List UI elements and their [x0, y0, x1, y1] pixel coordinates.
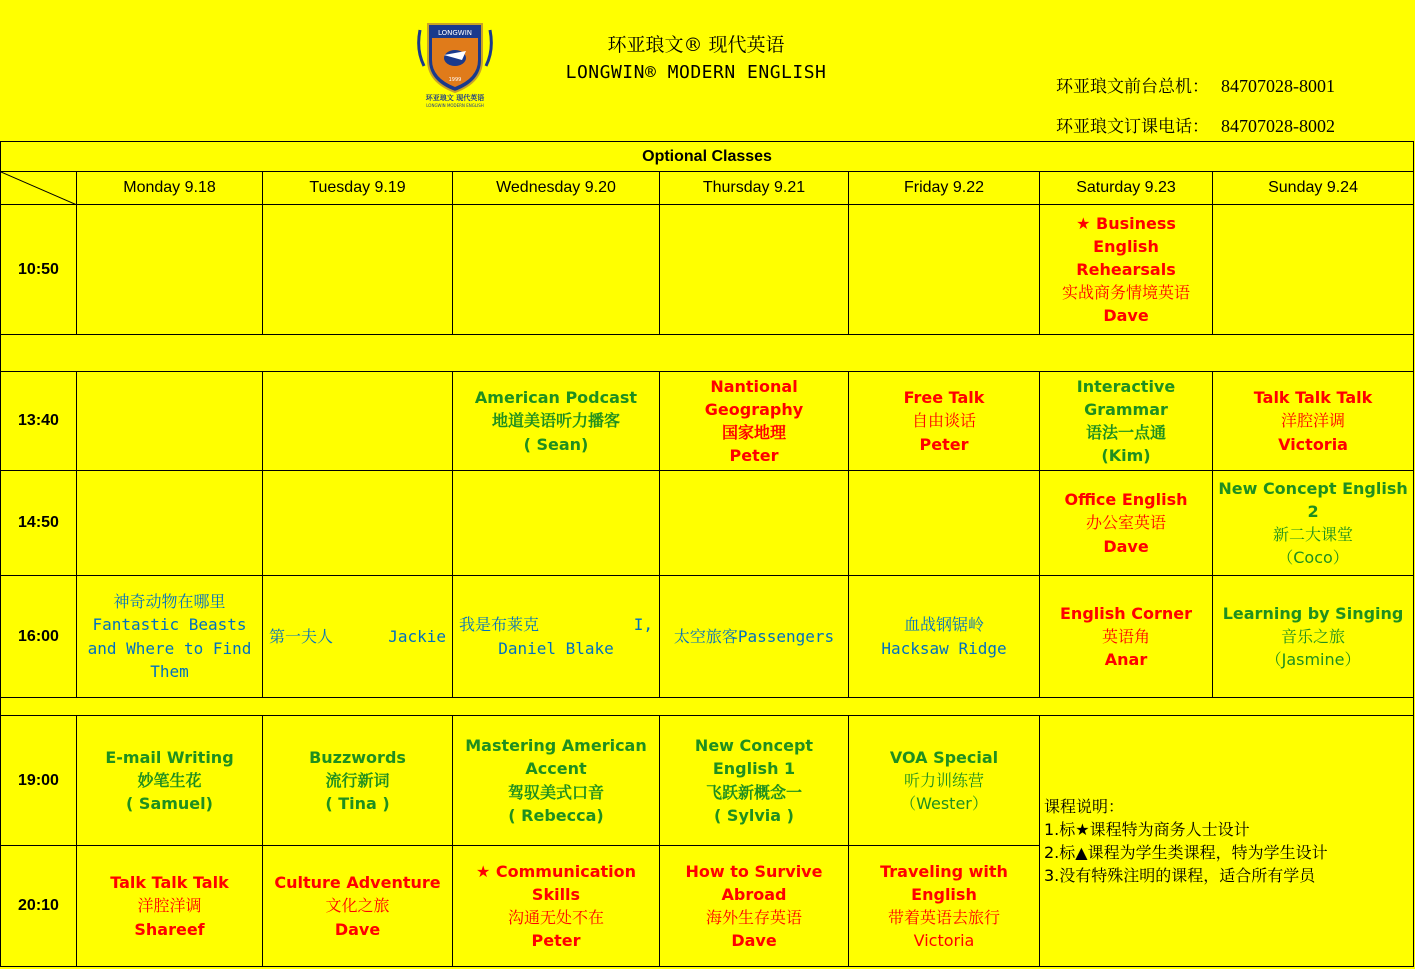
- movie-title-cn: 神奇动物在哪里: [113, 592, 226, 612]
- course-notes: [1040, 716, 1414, 967]
- movie-cell: [849, 576, 1040, 698]
- class-teacher: Dave: [334, 919, 381, 939]
- class-title-cn: 自由谈话: [911, 411, 976, 431]
- longwin-logo: [416, 20, 494, 108]
- class-title-cn: 国家地理: [721, 423, 786, 442]
- class-title: Rehearsals: [1076, 259, 1176, 279]
- class-teacher: Shareef: [134, 919, 205, 939]
- school-title-cn: 环亚琅文® 现代英语: [607, 34, 785, 56]
- movie-title-cn: 我是布莱克: [459, 615, 540, 635]
- class-title: Geography: [704, 399, 804, 419]
- class-cell: [660, 846, 849, 967]
- class-teacher: Peter: [919, 434, 969, 454]
- time-slot: 14:50: [1, 471, 77, 576]
- phone-label: 环亚琅文订课电话：: [1056, 117, 1209, 137]
- class-title: English 1: [712, 759, 796, 779]
- class-title-cn: 办公室英语: [1085, 513, 1166, 533]
- class-title: Mastering American: [465, 736, 647, 756]
- empty-cell: [77, 471, 263, 576]
- empty-cell: [453, 205, 660, 335]
- phone-number: 84707028-8002: [1221, 116, 1335, 136]
- movie-title: and Where to Find: [87, 638, 252, 658]
- class-cell: [1040, 372, 1213, 471]
- time-slot: 20:10: [1, 846, 77, 967]
- class-title: Office English: [1064, 490, 1188, 510]
- class-title: How to Survive: [685, 861, 823, 881]
- class-teacher: ( Sean): [523, 434, 589, 454]
- class-cell: [1040, 471, 1213, 576]
- movie-title: 太空旅客Passengers: [673, 626, 835, 646]
- class-teacher: （Coco）: [1277, 548, 1349, 568]
- class-teacher: Anar: [1104, 650, 1148, 670]
- class-teacher: Victoria: [1278, 434, 1348, 454]
- corner-diagonal-cell: [1, 172, 77, 205]
- class-title: Skills: [531, 884, 581, 904]
- class-title: VOA Special: [889, 747, 999, 767]
- empty-cell: [263, 205, 453, 335]
- time-slot: 13:40: [1, 372, 77, 471]
- class-title: New Concept: [694, 736, 814, 756]
- class-title: Learning by Singing: [1222, 603, 1404, 623]
- class-cell: [453, 372, 660, 471]
- day-header: Friday 9.22: [849, 172, 1040, 205]
- empty-cell: [660, 471, 849, 576]
- class-cell: [849, 846, 1040, 967]
- class-title: E-mail Writing: [105, 747, 234, 767]
- break-row: [1, 335, 1414, 372]
- class-teacher: Dave: [731, 931, 777, 951]
- note-item: 1.标★课程特为商务人士设计: [1044, 819, 1250, 839]
- day-header: Monday 9.18: [77, 172, 263, 205]
- class-title: Accent: [525, 759, 587, 779]
- page-header: [0, 0, 1415, 141]
- class-cell: [1040, 576, 1213, 698]
- empty-cell: [263, 372, 453, 471]
- class-cell: [849, 716, 1040, 846]
- note-item: 3.没有特殊注明的课程，适合所有学员: [1044, 866, 1316, 886]
- class-title-cn: 实战商务情境英语: [1061, 283, 1190, 303]
- class-cell: [77, 716, 263, 846]
- class-title-cn: 新二大课堂: [1273, 525, 1354, 544]
- class-teacher: Victoria: [913, 931, 975, 951]
- class-cell: [77, 846, 263, 967]
- class-title: English Corner: [1060, 603, 1192, 623]
- class-title: English: [1093, 236, 1159, 256]
- empty-cell: [453, 471, 660, 576]
- notes-heading: 课程说明：: [1044, 796, 1125, 816]
- class-title: Talk Talk Talk: [1253, 388, 1373, 408]
- class-cell: [453, 716, 660, 846]
- phone-number: 84707028-8001: [1221, 76, 1335, 96]
- class-title-cn: 驾驭美式口音: [507, 782, 604, 802]
- class-title-cn: 飞跃新概念一: [705, 782, 802, 802]
- class-title-cn: 英语角: [1101, 626, 1150, 646]
- empty-cell: [77, 205, 263, 335]
- class-teacher: Peter: [531, 931, 581, 951]
- movie-title-cn: 第一夫人: [269, 626, 334, 646]
- class-title-cn: 海外生存英语: [705, 908, 802, 927]
- class-teacher: （Wester）: [900, 794, 988, 814]
- class-title-cn: 妙笔生花: [137, 770, 202, 790]
- class-title: 2: [1307, 501, 1319, 521]
- class-title: English: [911, 884, 977, 904]
- class-title: ★ Communication: [475, 861, 637, 881]
- class-cell: [849, 372, 1040, 471]
- time-slot: 16:00: [1, 576, 77, 698]
- movie-cell: [263, 576, 453, 698]
- schedule-title: Optional Classes: [1, 142, 1414, 172]
- movie-title: Daniel Blake: [498, 638, 614, 658]
- class-title: Abroad: [721, 884, 787, 904]
- empty-cell: [849, 205, 1040, 335]
- day-header: Saturday 9.23: [1040, 172, 1213, 205]
- schedule-table: [0, 141, 1414, 967]
- class-cell: [1040, 205, 1213, 335]
- class-teacher: ( Sylvia ): [714, 805, 794, 825]
- class-cell: [660, 716, 849, 846]
- time-slot: 19:00: [1, 716, 77, 846]
- movie-title: I,: [633, 615, 653, 635]
- class-teacher: ( Tina ): [325, 794, 390, 814]
- day-header: Thursday 9.21: [660, 172, 849, 205]
- class-teacher: Dave: [1103, 536, 1149, 556]
- class-cell: [1213, 576, 1414, 698]
- movie-cell: [77, 576, 263, 698]
- class-title-cn: 地道美语听力播客: [491, 411, 620, 431]
- movie-cell: [660, 576, 849, 698]
- class-title: Free Talk: [903, 388, 985, 408]
- empty-cell: [1213, 205, 1414, 335]
- class-title: American Podcast: [474, 388, 638, 408]
- note-item: 2.标▲课程为学生类课程，特为学生设计: [1044, 843, 1328, 862]
- class-title: New Concept English: [1218, 478, 1408, 498]
- svg-text:环亚琅文 现代英语: 环亚琅文 现代英语: [425, 94, 485, 102]
- class-title: Grammar: [1084, 399, 1168, 419]
- class-cell: [660, 372, 849, 471]
- day-header: Wednesday 9.20: [453, 172, 660, 205]
- class-title: Interactive: [1076, 376, 1176, 396]
- empty-cell: [660, 205, 849, 335]
- class-title: ★ Business: [1076, 213, 1176, 233]
- class-teacher: ( Rebecca): [508, 805, 604, 825]
- movie-title: Hacksaw Ridge: [881, 638, 1007, 658]
- class-title-cn: 音乐之旅: [1281, 626, 1346, 646]
- class-title: Culture Adventure: [274, 873, 441, 893]
- class-teacher: ( Samuel): [126, 794, 213, 814]
- class-title-cn: 语法一点通: [1085, 423, 1166, 442]
- empty-cell: [849, 471, 1040, 576]
- class-cell: [263, 846, 453, 967]
- class-title-cn: 沟通无处不在: [507, 908, 604, 927]
- svg-text:LONGWIN: LONGWIN: [437, 29, 473, 37]
- class-teacher: (Kim): [1101, 446, 1151, 466]
- day-header: Tuesday 9.19: [263, 172, 453, 205]
- class-title: Talk Talk Talk: [110, 873, 229, 893]
- class-title: Traveling with: [880, 861, 1008, 881]
- time-slot: 10:50: [1, 205, 77, 335]
- empty-cell: [263, 471, 453, 576]
- class-cell: [453, 846, 660, 967]
- class-title-cn: 带着英语去旅行: [887, 908, 1000, 927]
- booking-phone: [1056, 112, 1335, 137]
- class-title-cn: 洋腔洋调: [1281, 411, 1346, 431]
- school-title-en: LONGWIN® MODERN ENGLISH: [565, 62, 827, 83]
- class-title: Buzzwords: [309, 747, 406, 767]
- class-title: Nantional: [710, 376, 798, 396]
- break-row: [1, 698, 1414, 716]
- class-teacher: Peter: [729, 446, 779, 466]
- class-title-cn: 文化之旅: [325, 896, 390, 916]
- phone-label: 环亚琅文前台总机：: [1056, 77, 1209, 97]
- svg-text:1999: 1999: [448, 77, 462, 83]
- movie-title: Them: [150, 661, 189, 681]
- class-teacher: （Jasmine）: [1265, 650, 1361, 670]
- movie-title-cn: 血战钢锯岭: [903, 615, 984, 635]
- empty-cell: [77, 372, 263, 471]
- movie-cell: [453, 576, 660, 698]
- class-cell: [1213, 372, 1414, 471]
- movie-title: Fantastic Beasts: [92, 615, 247, 635]
- svg-text:LONGWIN MODERN ENGLISH: LONGWIN MODERN ENGLISH: [426, 103, 484, 108]
- class-teacher: Dave: [1103, 306, 1149, 326]
- class-title-cn: 流行新词: [325, 770, 390, 790]
- class-cell: [263, 716, 453, 846]
- class-title-cn: 听力训练营: [903, 770, 984, 790]
- day-header: Sunday 9.24: [1213, 172, 1414, 205]
- class-title-cn: 洋腔洋调: [137, 896, 202, 916]
- front-desk-phone: [1056, 72, 1335, 97]
- class-cell: [1213, 471, 1414, 576]
- movie-title: Jackie: [388, 626, 446, 646]
